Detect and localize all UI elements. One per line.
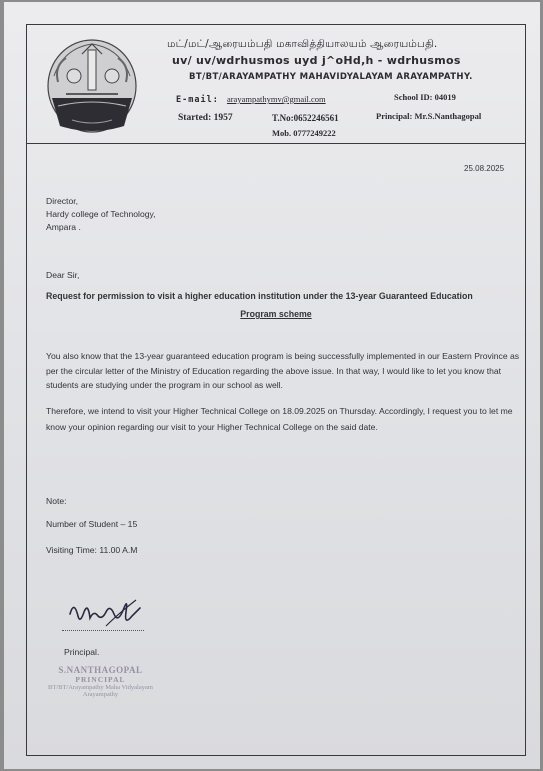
addressee-line: Ampara . [46, 222, 81, 232]
letterhead-font-name: uv/ uv/wdrhusmos uyd j^oHd,h - wdrhusmos [172, 54, 461, 67]
principal-seal [48, 665, 153, 698]
mobile-number: Mob. 0777249222 [272, 128, 336, 138]
signature-icon [66, 590, 144, 632]
seal-name: S.NANTHAGOPAL [58, 665, 143, 675]
addressee-block [46, 195, 156, 234]
seal-school: BT/BT/Arayampathy Maha Vidyalayam [48, 684, 153, 691]
addressee-line: Director, [46, 196, 78, 206]
visiting-time: Visiting Time: 11.00 A.M [46, 545, 138, 555]
email-link[interactable]: arayampathymv@gmail.com [226, 94, 326, 104]
school-crest-icon [44, 36, 140, 136]
letter-sheet [4, 2, 540, 769]
subject-continuation: Program scheme [240, 309, 312, 319]
body-paragraph-1: You also know that the 13-year guaranteed education program is being successfully implemented in our Eastern Province as per the circular letter of the Ministry of Education regarding the above issue. In that way, I would like to let you know that students are studying under the program in our school as well. [46, 351, 520, 390]
signature-line [62, 630, 144, 631]
student-count: Number of Student – 15 [46, 519, 138, 529]
closing-role: Principal. [64, 647, 100, 657]
letter-date: 25.08.2025 [464, 164, 505, 173]
email-label: E-mail: [176, 95, 219, 105]
seal-title: PRINCIPAL [75, 675, 126, 684]
principal-name: Principal: Mr.S.Nanthagopal [376, 111, 482, 121]
email-row [176, 94, 326, 105]
letterhead-english-name: BT/BT/ARAYAMPATHY MAHAVIDYALAYAM ARAYAMPATHY. [189, 72, 473, 82]
addressee-line: Hardy college of Technology, [46, 209, 156, 219]
body-paragraph-2: Therefore, we intend to visit your Higher Technical College on 18.09.2025 on Thursday. Accordingly, I request you to let me know your opinion regarding our visit to your Higher Technical College on the said date. [46, 406, 513, 432]
subject-line: Request for permission to visit a higher education institution under the 13-year Guaranteed Education [46, 291, 473, 301]
school-id: School ID: 04019 [394, 92, 456, 102]
salutation: Dear Sir, [46, 270, 80, 280]
started-year: Started: 1957 [178, 113, 233, 123]
header-divider [26, 143, 526, 144]
letterhead-tamil-name: மட்/மட்/ஆரையம்பதி மகாவித்தியாலயம் ஆரையம்பதி. [167, 38, 438, 50]
seal-place: Arayampathy [82, 691, 119, 698]
telephone-number: T.No:0652246561 [272, 113, 339, 123]
subject-heading [46, 287, 526, 323]
note-label: Note: [46, 496, 67, 506]
